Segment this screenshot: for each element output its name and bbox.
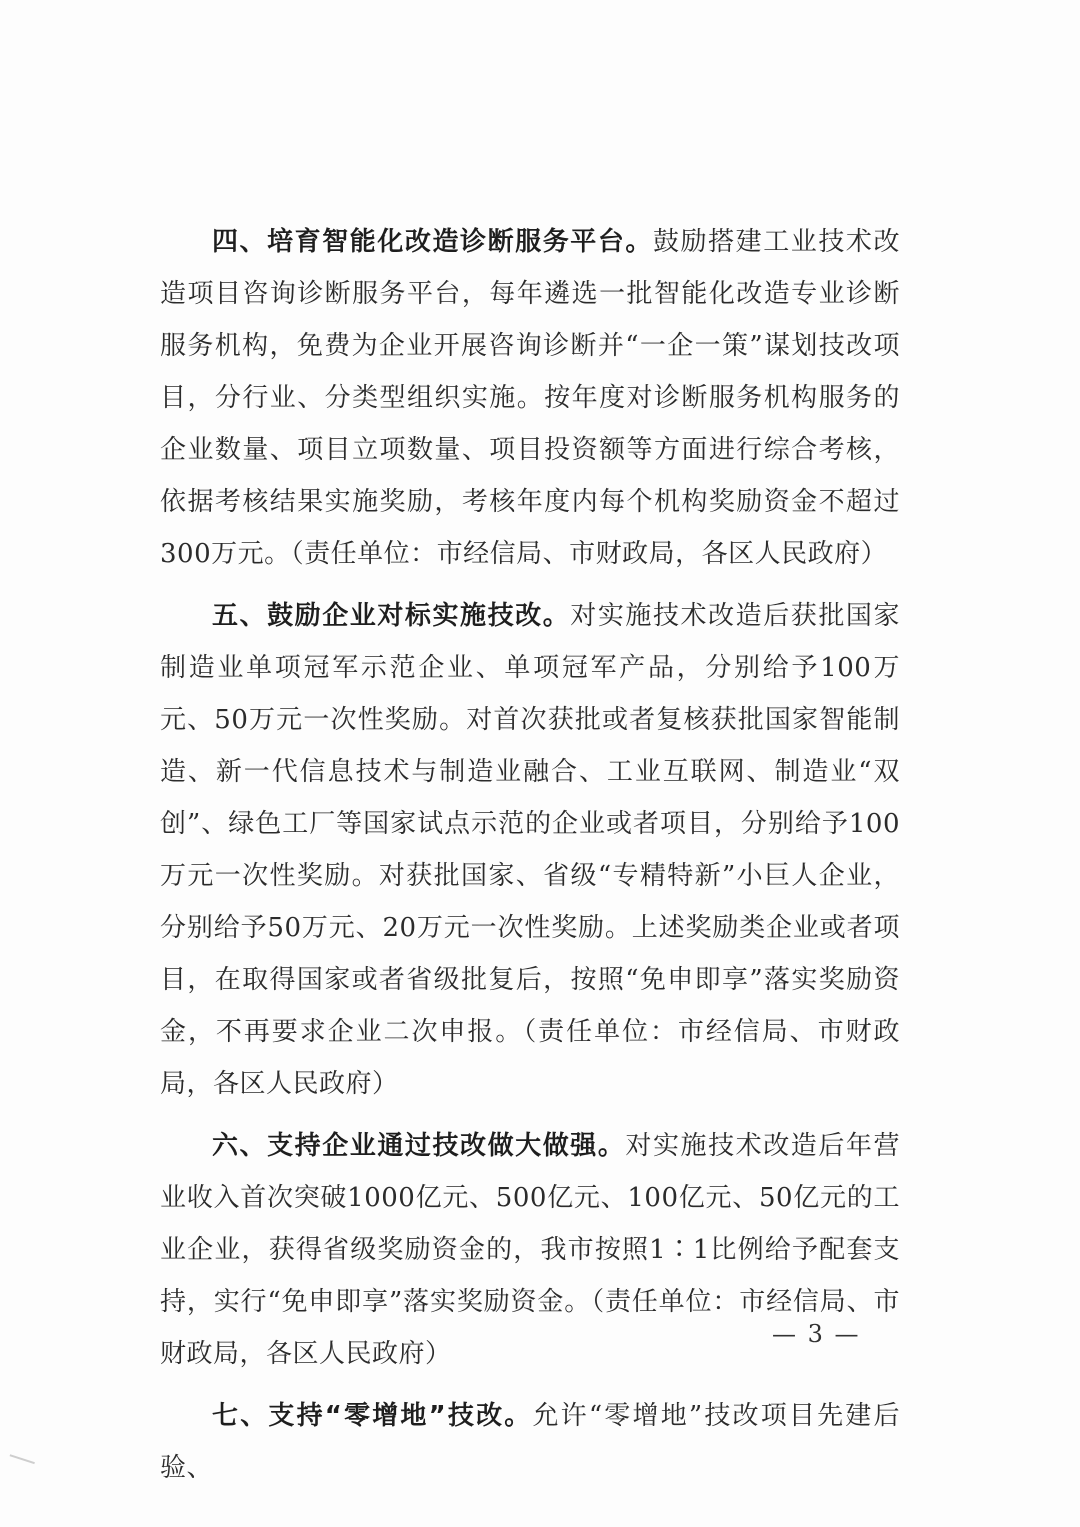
scan-mark [7, 1454, 35, 1472]
section-five-paragraph [160, 590, 900, 1110]
section-six-heading: 六、支持企业通过技改做大做强。 [212, 1131, 626, 1161]
section-seven-paragraph [160, 1390, 900, 1494]
section-seven-heading: 七、支持“零增地”技改。 [212, 1401, 533, 1431]
section-five-heading: 五、鼓励企业对标实施技改。 [212, 601, 571, 631]
page-number: — 3 — [772, 1320, 861, 1348]
section-six-text: 对实施技术改造后年营业收入首次突破1000亿元、500亿元、100亿元、50亿元的工业企业，获得省级奖励资金的，我市按照1∶1比例给予配套支持，实行“免申即享”落实奖励资金。（责任单位：市经信局、市财政局，各区人民政府） [160, 1131, 900, 1369]
section-five-text: 对实施技术改造后获批国家制造业单项冠军示范企业、单项冠军产品，分别给予100万元、50万元一次性奖励。对首次获批或者复核获批国家智能制造、新一代信息技术与制造业融合、工业互联网、制造业“双创”、绿色工厂等国家试点示范的企业或者项目，分别给予100万元一次性奖励。对获批国家、省级“专精特新”小巨人企业，分别给予50万元、20万元一次性奖励。上述奖励类企业或者项目，在取得国家或者省级批复后，按照“免申即享”落实奖励资金，不再要求企业二次申报。（责任单位：市经信局、市财政局，各区人民政府） [160, 601, 900, 1099]
section-four-text: 鼓励搭建工业技术改造项目咨询诊断服务平台，每年遴选一批智能化改造专业诊断服务机构，免费为企业开展咨询诊断并“一企一策”谋划技改项目，分行业、分类型组织实施。按年度对诊断服务机构服务的企业数量、项目立项数量、项目投资额等方面进行综合考核，依据考核结果实施奖励，考核年度内每个机构奖励资金不超过300万元。（责任单位：市经信局、市财政局，各区人民政府） [160, 227, 900, 569]
section-four-heading: 四、培育智能化改造诊断服务平台。 [212, 227, 653, 257]
document-body [160, 216, 900, 1494]
section-four-paragraph [160, 216, 900, 580]
section-seven-text: 允许“零增地”技改项目先建后验、 [160, 1401, 900, 1483]
